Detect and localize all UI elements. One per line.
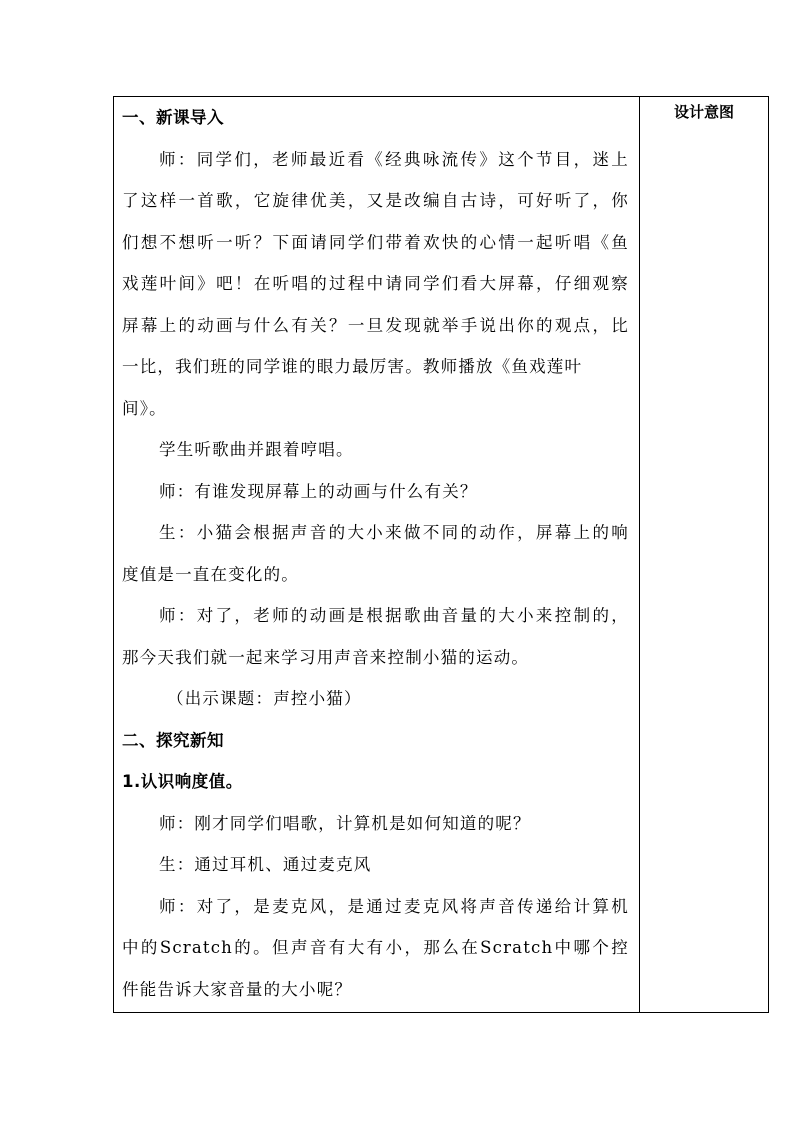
paragraph-line: 师：刚才同学们唱歌，计算机是如何知道的呢？ [159,813,531,833]
paragraph-line: 度值是一直在变化的。 [122,564,299,584]
paragraph-line: 了这样一首歌，它旋律优美，又是改编自古诗，可好听了，你 [122,191,629,210]
lesson-plan-table [113,96,769,1013]
paragraph-line: 师：对了，老师的动画是根据歌曲音量的大小来控制的， [159,606,629,625]
section-heading-new-lesson: 一、新课导入 [122,108,224,127]
design-intent-cell [640,97,768,1012]
paragraph-line: 一比，我们班的同学谁的眼力最厉害。教师播放《鱼戏莲叶 [122,357,583,376]
paragraph-line: 们想不想听一听？下面请同学们带着欢快的心情一起听唱《鱼 [122,232,629,252]
paragraph-line: 件能告诉大家音量的大小呢？ [122,979,353,999]
lesson-content-cell [114,97,640,1012]
design-intent-header: 设计意图 [673,103,734,121]
subsection-heading-loudness: 1.认识响度值。 [122,772,243,791]
paragraph-line: 中的Scratch的。但声音有大有小，那么在Scratch中哪个控 [122,938,629,957]
section-heading-explore: 二、探究新知 [122,730,224,750]
paragraph-line: 戏莲叶间》吧！在听唱的过程中请同学们看大屏幕，仔细观察 [122,274,629,293]
paragraph-line: （出示课题：声控小猫） [167,689,362,708]
paragraph-line: 生：小猫会根据声音的大小来做不同的动作，屏幕上的响 [159,523,629,542]
paragraph-line: 间》。 [122,398,167,418]
paragraph-line: 那今天我们就一起来学习用声音来控制小猫的运动。 [122,647,530,667]
paragraph-line: 师：同学们，老师最近看《经典咏流传》这个节目，迷上 [159,149,629,169]
paragraph-line: 师：对了，是麦克风，是通过麦克风将声音传递给计算机 [159,896,629,916]
paragraph-line: 学生听歌曲并跟着哼唱。 [159,440,354,459]
paragraph-line: 师：有谁发现屏幕上的动画与什么有关？ [159,481,478,501]
paragraph-line: 屏幕上的动画与什么有关？一旦发现就举手说出你的观点，比 [122,315,629,335]
paragraph-line: 生：通过耳机、通过麦克风 [159,855,372,874]
